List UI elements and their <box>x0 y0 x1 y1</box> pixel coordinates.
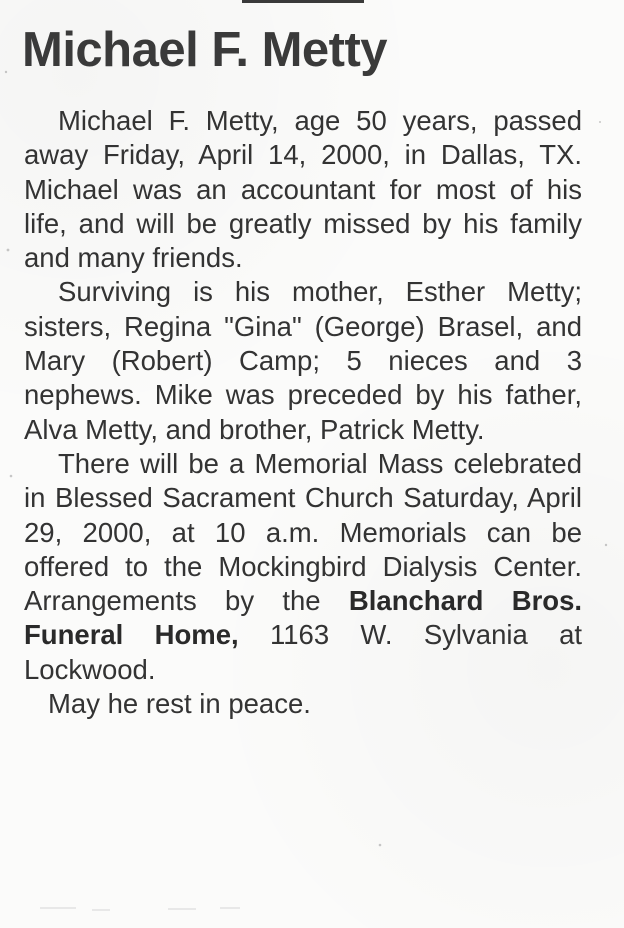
memorial-text: There will be a Memorial Mass celebrated in Blessed Sacrament Church Saturday, April 29, 2000, at 10 a.m. Memorials can be offered to the Mockingbird Dialysis Center. Arrangements by the <box>24 447 582 617</box>
obituary-body <box>24 104 582 721</box>
funeral-home-name: Blanchard Bros. Funeral Home, <box>24 585 582 651</box>
paragraph-memorial-mass <box>24 447 582 687</box>
funeral-home-address: 1163 W. Sylvania at Lockwood. <box>24 619 583 685</box>
top-rule <box>242 0 364 3</box>
paragraph-death-notice: Michael F. Metty, age 50 years, passed away Friday, April 14, 2000, in Dallas, TX. Michael was an accountant for most of his life, and will be greatly missed by his family and many friends. <box>24 105 582 274</box>
closing-line: May he rest in peace. <box>48 688 311 720</box>
paragraph-survivors: Surviving is his mother, Esther Metty; sisters, Regina "Gina" (George) Brasel, and Mary (Robert) Camp; 5 nieces and 3 nephews. Mike was preceded by his father, Alva Metty, and brother, Patrick Metty. <box>24 276 582 445</box>
obituary-headline: Michael F. Metty <box>22 23 388 77</box>
